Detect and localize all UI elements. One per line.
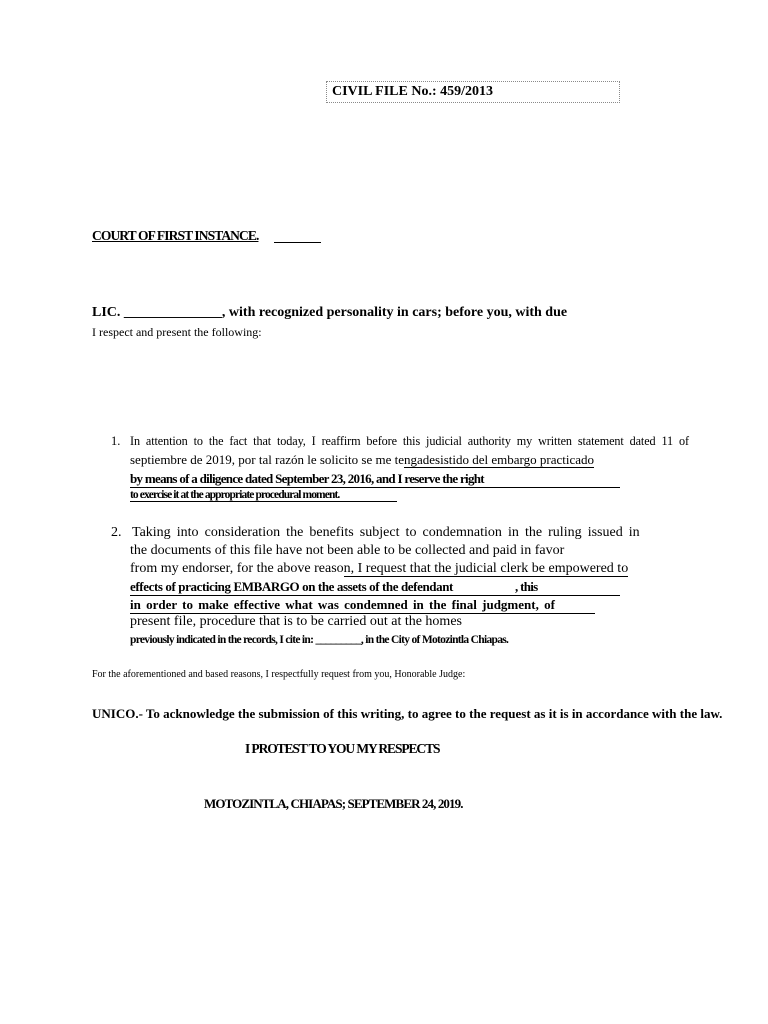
lic-line [92,305,567,321]
item-1-line-2 [130,452,594,468]
item-1-line-3: by means of a diligence dated September 23, 2016, and I reserve the right [130,471,484,486]
item-2-line-7a: previously indicated in the records, I cite in: [130,634,316,646]
lic-blank: ______________ [123,305,222,320]
item-2-line-4: effects of practicing EMBARGO on the assets of the defendant [130,579,453,594]
item-1-number: 1. [111,434,121,448]
item-2-line-4-end: , this [514,579,538,594]
protest-line: I PROTEST TO YOU MY RESPECTS [245,741,440,756]
item-2-line-5: in order to make effective what was condemned in the final judgment, of [130,597,555,612]
item-2-line-2: the documents of this file have not been able to be collected and paid in favor [130,543,565,558]
file-number: CIVIL FILE No.: 459/2013 [332,84,494,99]
file-number-box [326,81,620,103]
court-underline [274,242,321,243]
item-1-line-2b: ngadesistido del embargo practicado [404,452,595,467]
item-1-line-4-wrap [130,489,397,502]
item-1-line-2a: septiembre de 2019, por tal razón le solicito se me te [130,452,404,467]
item-2-line-4-wrap [130,579,620,596]
request-line: For the aforementioned and based reasons, I respectfully request from you, Honorable Judge: [92,669,466,680]
item-1-line-3-wrap [130,471,620,488]
lic-label: LIC. [92,305,121,320]
item-2-number: 2. [111,525,122,540]
court-heading: COURT OF FIRST INSTANCE. [92,228,259,243]
item-2-line-3a: from my endorser, for the above reaso [130,561,344,576]
item-2-line-7 [130,634,508,646]
item-1-line-1: In attention to the fact that today, I reaffirm before this judicial authority my written statement dated 11 of [130,434,689,448]
respect-line: I respect and present the following: [92,325,262,339]
lic-text: , with recognized personality in cars; before you, with due [221,305,568,320]
item-2-line-3 [130,561,628,577]
item-1-line-4: to exercise it at the appropriate procedural moment. [130,489,340,501]
item-2-line-1: Taking into consideration the benefits subject to condemnation in the ruling issued in [132,525,640,540]
item-2-line-7b: , in the City of Motozintla Chiapas. [360,634,509,646]
item-2-line-6: present file, procedure that is to be carried out at the homes [130,614,462,629]
item-2-line-7-blank: _________ [315,634,361,646]
unico-line: UNICO.- To acknowledge the submission of this writing, to agree to the request as it is in accordance with the law. [92,706,723,721]
item-2-line-3b: n, I request that the judicial clerk be empowered to [343,561,629,576]
place-date-line: MOTOZINTLA, CHIAPAS; SEPTEMBER 24, 2019. [204,796,463,811]
item-2-line-5-wrap [130,597,595,614]
